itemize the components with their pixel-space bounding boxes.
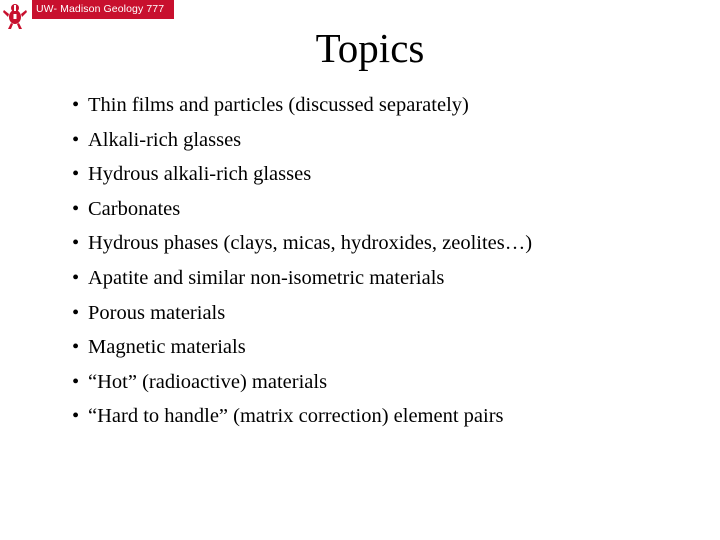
topics-list [72, 88, 532, 434]
bullet-icon: • [72, 94, 80, 116]
bullet-icon: • [72, 232, 80, 255]
list-item [72, 261, 532, 296]
bullet-icon: • [72, 405, 80, 428]
list-item-text: Alkali-rich glasses [88, 128, 242, 151]
list-item-text: Porous materials [88, 301, 226, 324]
list-item-text: “Hard to handle” (matrix correction) element pairs [88, 405, 504, 428]
list-item-text: Carbonates [88, 197, 181, 220]
list-item [72, 296, 532, 331]
bullet-icon: • [72, 266, 80, 289]
list-item-text: “Hot” (radioactive) materials [88, 370, 328, 393]
list-item [72, 157, 532, 192]
list-item [72, 399, 532, 434]
list-item-text: Apatite and similar non-isometric materials [88, 266, 445, 289]
bullet-icon: • [72, 128, 80, 151]
list-item-text: Hydrous phases (clays, micas, hydroxides, zeolites…) [88, 232, 533, 255]
bullet-icon: • [72, 370, 80, 393]
bullet-icon: • [72, 301, 80, 324]
bullet-icon: • [72, 163, 80, 186]
list-item-text: Magnetic materials [88, 336, 246, 359]
list-item-text: Hydrous alkali-rich glasses [88, 163, 312, 186]
list-item [72, 88, 532, 123]
list-item [72, 330, 532, 365]
bullet-icon: • [72, 197, 80, 220]
bullet-icon: • [72, 336, 80, 359]
list-item [72, 365, 532, 400]
list-item [72, 226, 532, 261]
list-item [72, 123, 532, 158]
list-item-text: Thin films and particles (discussed separately) [88, 94, 469, 116]
header-banner: UW- Madison Geology 777 [32, 0, 174, 19]
slide-title: Topics [315, 25, 425, 71]
list-item [72, 192, 532, 227]
